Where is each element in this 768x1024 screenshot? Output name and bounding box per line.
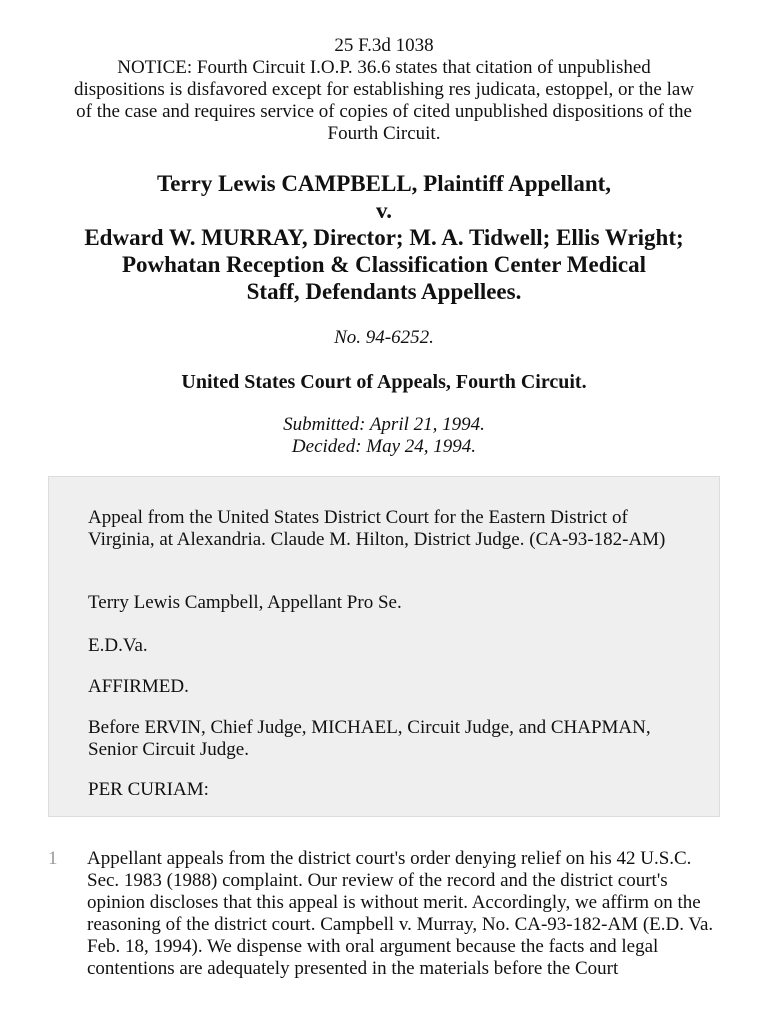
- court-name: United States Court of Appeals, Fourth Circuit.: [181, 371, 587, 393]
- submitted-date: Submitted: April 21, 1994.: [283, 414, 485, 435]
- case-title: [20, 170, 748, 305]
- district-text: E.D.Va.: [88, 635, 148, 656]
- case-title-line: Edward W. MURRAY, Director; M. A. Tidwell; Ellis Wright;: [84, 225, 684, 250]
- notice-line: dispositions is disfavored except for establishing res judicata, estoppel, or the law: [74, 79, 694, 100]
- appellant-text: Terry Lewis Campbell, Appellant Pro Se.: [88, 592, 402, 613]
- appeal-from-text: Appeal from the United States District Court for the Eastern District of Virginia, at Alexandria. Claude M. Hilton, District Judge. (CA-93-182-AM): [88, 507, 666, 550]
- case-title-line: Staff, Defendants Appellees.: [246, 279, 522, 304]
- document-header: [40, 35, 728, 145]
- paragraph-number: 1: [48, 848, 58, 869]
- per-curiam-text: PER CURIAM:: [88, 779, 209, 800]
- paragraph-text: Appellant appeals from the district court's order denying relief on his 42 U.S.C. Sec. 1983 (1988) complaint. Our review of the record and the district court's opinion discloses that this appeal is without merit. Accordingly, we affirm on the reasoning of the district court. Campbell v. Murray, No. CA-93-182-AM (E.D. Va. Feb. 18, 1994). We dispense with oral argument because the facts and legal contentions are adequately presented in the materials before the Court: [87, 848, 714, 979]
- panel-text: Before ERVIN, Chief Judge, MICHAEL, Circuit Judge, and CHAPMAN, Senior Circuit Judge.: [88, 717, 651, 760]
- notice-line: Fourth Circuit.: [327, 123, 441, 144]
- case-title-line: Terry Lewis CAMPBELL, Plaintiff Appellant,: [156, 171, 612, 196]
- case-title-line: Powhatan Reception & Classification Center Medical: [121, 252, 647, 277]
- decided-date: Decided: May 24, 1994.: [291, 436, 477, 457]
- notice-line: of the case and requires service of copies of cited unpublished dispositions of the: [76, 101, 692, 122]
- case-dates: [0, 414, 768, 458]
- case-title-line: v.: [376, 198, 392, 223]
- docket-number: No. 94-6252.: [334, 327, 434, 348]
- notice-line: NOTICE: Fourth Circuit I.O.P. 36.6 states that citation of unpublished: [117, 57, 651, 78]
- case-summary-box: [48, 476, 720, 817]
- disposition-text: AFFIRMED.: [88, 676, 189, 697]
- citation: 25 F.3d 1038: [334, 35, 434, 56]
